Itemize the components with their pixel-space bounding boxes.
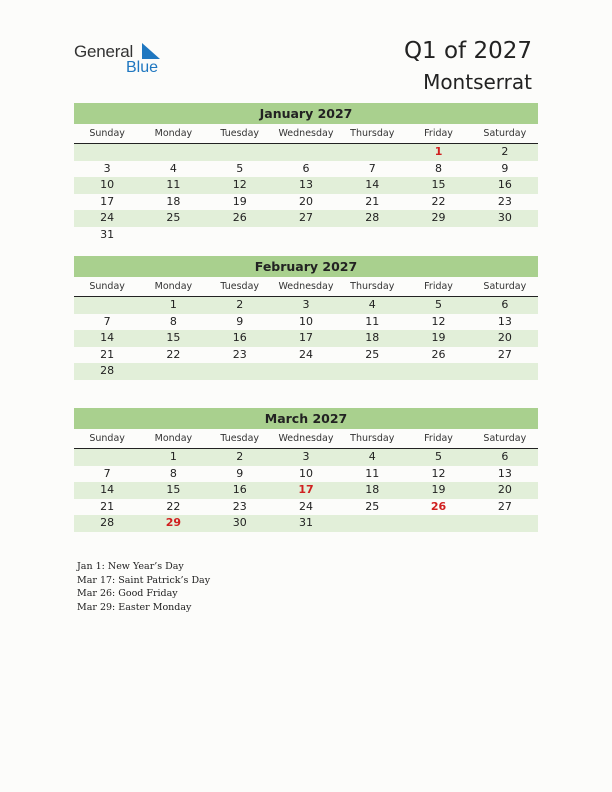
month-january [74, 103, 538, 243]
day-cell [405, 363, 471, 380]
weekday-label: Tuesday [220, 128, 260, 139]
day-cell: 29 [431, 211, 446, 224]
day-cell: 2 [501, 145, 509, 158]
day-cell: 3 [302, 298, 310, 311]
day-cell [339, 363, 405, 380]
day-cell: 20 [298, 194, 313, 208]
day-cell: 24 [100, 211, 115, 224]
week-row [74, 482, 538, 499]
day-cell: 21 [365, 194, 380, 208]
day-cell: 31 [298, 516, 313, 529]
month-february [74, 256, 538, 380]
day-cell: 6 [302, 161, 310, 175]
day-cell: 26 [431, 347, 446, 361]
day-cell: 23 [232, 347, 247, 361]
day-cell: 12 [431, 314, 446, 328]
holiday-notes [77, 560, 210, 614]
day-cell [405, 227, 471, 244]
weekday-label: Tuesday [220, 281, 260, 292]
day-cell: 4 [169, 161, 177, 175]
day-cell [74, 449, 140, 466]
day-cell: 22 [166, 347, 181, 361]
week-row [74, 449, 538, 466]
day-cell: 3 [302, 450, 310, 463]
logo-word-general: General [74, 42, 134, 61]
week-row [74, 144, 538, 161]
day-cell: 9 [236, 314, 244, 328]
day-cell [273, 363, 339, 380]
day-cell [140, 144, 206, 161]
day-cell [339, 227, 405, 244]
weekday-label: Saturday [483, 128, 527, 139]
day-cell: 1 [434, 145, 443, 158]
day-cell: 22 [431, 194, 446, 208]
day-cell: 28 [100, 516, 115, 529]
weekday-label: Sunday [89, 128, 125, 139]
day-cell: 16 [232, 331, 247, 344]
day-cell: 21 [100, 499, 115, 513]
weekday-label: Saturday [483, 433, 527, 444]
day-cell: 19 [431, 483, 446, 496]
day-cell: 30 [497, 211, 512, 224]
day-cell: 24 [298, 499, 313, 513]
week-row [74, 194, 538, 211]
day-cell: 7 [368, 161, 376, 175]
day-cell: 17 [298, 483, 314, 496]
day-cell: 25 [166, 211, 181, 224]
day-cell: 9 [501, 161, 509, 175]
day-cell: 20 [497, 483, 512, 496]
day-cell: 15 [166, 483, 181, 496]
day-cell [472, 515, 538, 532]
day-cell: 8 [169, 466, 177, 480]
day-cell: 14 [100, 331, 115, 344]
weekday-label: Tuesday [220, 433, 260, 444]
day-cell [405, 515, 471, 532]
day-cell [140, 363, 206, 380]
day-cell: 1 [169, 298, 177, 311]
weekday-label: Friday [424, 128, 453, 139]
month-title: January 2027 [74, 103, 538, 124]
day-cell: 18 [365, 331, 380, 344]
weekday-label: Sunday [89, 433, 125, 444]
weekday-label: Wednesday [278, 128, 334, 139]
weekday-label: Friday [424, 281, 453, 292]
day-cell [140, 227, 206, 244]
holiday-note: Mar 29: Easter Monday [77, 601, 192, 613]
day-cell: 27 [497, 347, 512, 361]
week-row [74, 466, 538, 483]
day-cell: 9 [236, 466, 244, 480]
day-cell: 5 [435, 298, 443, 311]
holiday-note: Jan 1: New Year’s Day [77, 561, 184, 572]
page-title: Q1 of 2027 [403, 38, 532, 64]
weekday-label: Wednesday [278, 433, 334, 444]
day-cell: 31 [100, 227, 115, 241]
day-cell: 26 [232, 211, 247, 224]
week-row [74, 177, 538, 194]
day-cell [273, 227, 339, 244]
day-cell: 17 [298, 331, 313, 344]
day-cell: 16 [497, 178, 512, 191]
day-cell: 19 [431, 331, 446, 344]
day-cell [74, 297, 140, 314]
week-row [74, 499, 538, 516]
day-cell: 14 [100, 483, 115, 496]
weekday-header-row [74, 127, 538, 144]
day-cell: 13 [497, 466, 512, 480]
day-cell: 5 [236, 161, 244, 175]
day-cell: 4 [368, 298, 376, 311]
weekday-header-row [74, 280, 538, 297]
day-cell: 28 [365, 211, 380, 224]
day-cell: 8 [435, 161, 443, 175]
week-row [74, 227, 538, 244]
country-name: Montserrat [423, 70, 532, 94]
month-title: February 2027 [74, 256, 538, 277]
day-cell: 10 [100, 178, 115, 191]
day-cell: 13 [497, 314, 512, 328]
week-row [74, 363, 538, 380]
day-cell: 24 [298, 347, 313, 361]
day-cell: 10 [298, 314, 313, 328]
day-cell: 10 [298, 466, 313, 480]
day-cell [207, 144, 273, 161]
day-cell: 30 [232, 516, 247, 529]
day-cell: 27 [298, 211, 313, 224]
day-cell [273, 144, 339, 161]
day-cell: 21 [100, 347, 115, 361]
day-cell: 6 [501, 298, 509, 311]
day-cell: 2 [236, 298, 244, 311]
day-cell: 2 [236, 450, 244, 463]
day-cell [339, 515, 405, 532]
day-cell: 15 [431, 178, 446, 191]
weekday-label: Friday [424, 433, 453, 444]
week-row [74, 347, 538, 364]
day-cell: 8 [169, 314, 177, 328]
week-row [74, 297, 538, 314]
day-cell: 6 [501, 450, 509, 463]
weekday-label: Sunday [89, 281, 125, 292]
day-cell: 22 [166, 499, 181, 513]
month-march [74, 408, 538, 532]
day-cell: 25 [365, 347, 380, 361]
day-cell: 27 [497, 499, 512, 513]
weekday-label: Monday [154, 281, 193, 292]
generalblue-logo [74, 42, 174, 78]
day-cell: 29 [165, 516, 182, 529]
day-cell [207, 363, 273, 380]
day-cell: 7 [103, 314, 111, 328]
holiday-note: Mar 26: Good Friday [77, 588, 178, 599]
day-cell [207, 227, 273, 244]
week-row [74, 314, 538, 331]
day-cell: 3 [103, 161, 111, 175]
weekday-label: Wednesday [278, 281, 334, 292]
logo-word-blue: Blue [126, 59, 159, 76]
weekday-label: Thursday [350, 433, 395, 444]
day-cell: 12 [232, 178, 247, 191]
day-cell: 1 [169, 450, 177, 463]
day-cell: 4 [368, 450, 376, 463]
day-cell: 18 [166, 194, 181, 208]
month-title: March 2027 [74, 408, 538, 429]
day-cell: 19 [232, 194, 247, 208]
day-cell: 16 [232, 483, 247, 496]
weekday-label: Saturday [483, 281, 527, 292]
day-cell [74, 144, 140, 161]
day-cell: 11 [166, 178, 181, 191]
weekday-header-row [74, 432, 538, 449]
day-cell: 7 [103, 466, 111, 480]
day-cell: 12 [431, 466, 446, 480]
day-cell: 25 [365, 499, 380, 513]
week-row [74, 210, 538, 227]
weekday-label: Monday [154, 128, 193, 139]
day-cell: 14 [365, 178, 380, 191]
day-cell: 20 [497, 331, 512, 344]
day-cell: 26 [430, 499, 447, 513]
weekday-label: Thursday [350, 128, 395, 139]
holiday-note: Mar 17: Saint Patrick’s Day [77, 574, 211, 586]
week-row [74, 161, 538, 178]
day-cell: 23 [497, 194, 512, 208]
day-cell [472, 227, 538, 244]
day-cell: 11 [365, 466, 380, 480]
day-cell: 17 [100, 194, 115, 208]
week-row [74, 330, 538, 347]
day-cell: 5 [435, 450, 443, 463]
day-cell [472, 363, 538, 380]
day-cell: 28 [100, 364, 115, 377]
weekday-label: Thursday [350, 281, 395, 292]
day-cell: 23 [232, 499, 247, 513]
day-cell: 18 [365, 483, 380, 496]
day-cell: 13 [298, 178, 313, 191]
day-cell [339, 144, 405, 161]
week-row [74, 515, 538, 532]
day-cell: 15 [166, 331, 181, 344]
weekday-label: Monday [154, 433, 193, 444]
day-cell: 11 [365, 314, 380, 328]
